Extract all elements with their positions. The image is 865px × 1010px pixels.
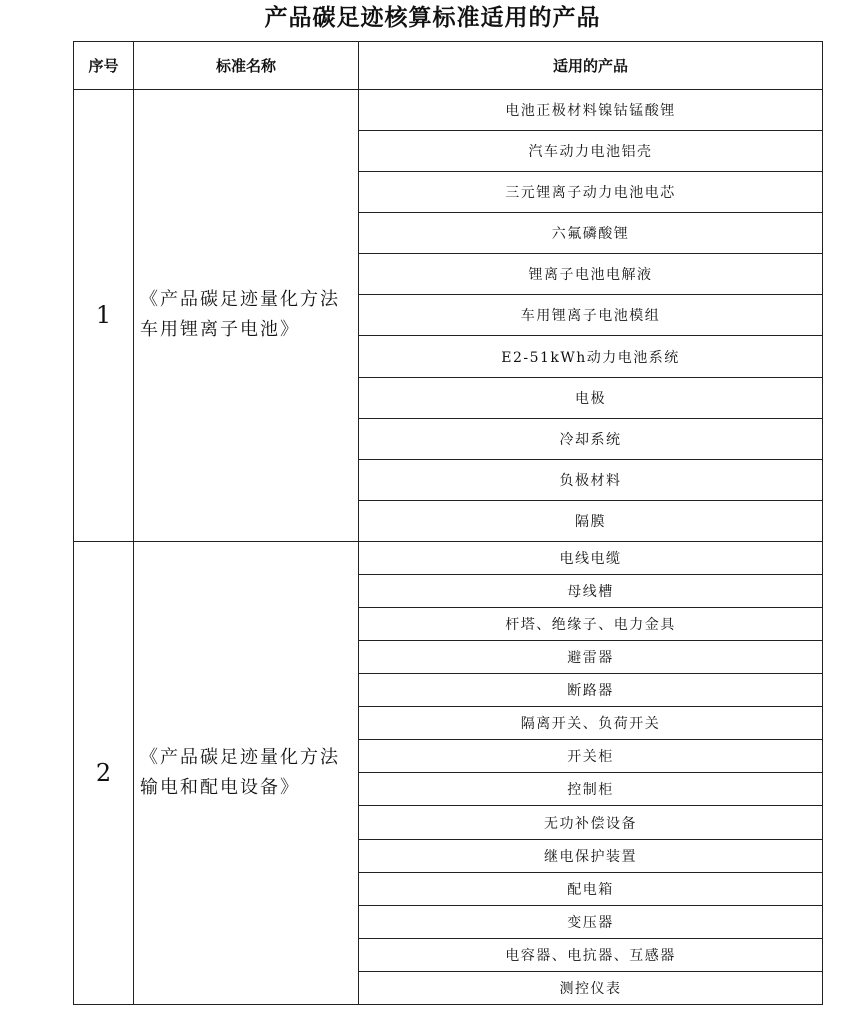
product-cell: 避雷器 xyxy=(359,641,823,674)
row-index: 1 xyxy=(74,90,134,542)
product-cell: 无功补偿设备 xyxy=(359,806,823,839)
product-cell: 开关柜 xyxy=(359,740,823,773)
product-cell: E2-51kWh动力电池系统 xyxy=(359,336,823,377)
product-cell: 继电保护装置 xyxy=(359,839,823,872)
header-standard: 标准名称 xyxy=(134,42,359,90)
standard-name: 《产品碳足迹量化方法 车用锂离子电池》 xyxy=(134,90,359,542)
product-cell: 电线电缆 xyxy=(359,541,823,574)
header-index: 序号 xyxy=(74,42,134,90)
product-cell: 电容器、电抗器、互感器 xyxy=(359,938,823,971)
group-2 xyxy=(74,541,823,1004)
product-cell: 三元锂离子动力电池电芯 xyxy=(359,172,823,213)
product-cell: 测控仪表 xyxy=(359,971,823,1004)
product-cell: 冷却系统 xyxy=(359,418,823,459)
product-cell: 电池正极材料镍钴锰酸锂 xyxy=(359,90,823,131)
product-cell: 变压器 xyxy=(359,905,823,938)
product-cell: 杆塔、绝缘子、电力金具 xyxy=(359,608,823,641)
group-1 xyxy=(74,90,823,542)
header-products: 适用的产品 xyxy=(359,42,823,90)
header-row xyxy=(74,42,823,90)
product-cell: 锂离子电池电解液 xyxy=(359,254,823,295)
product-cell: 六氟磷酸锂 xyxy=(359,213,823,254)
product-cell: 隔离开关、负荷开关 xyxy=(359,707,823,740)
product-cell: 负极材料 xyxy=(359,459,823,500)
product-cell: 母线槽 xyxy=(359,575,823,608)
product-cell: 电极 xyxy=(359,377,823,418)
page-title: 产品碳足迹核算标准适用的产品 xyxy=(264,5,601,31)
product-cell: 控制柜 xyxy=(359,773,823,806)
row-index: 2 xyxy=(74,541,134,1004)
product-cell: 汽车动力电池铝壳 xyxy=(359,131,823,172)
standards-table xyxy=(73,41,823,1005)
product-cell: 断路器 xyxy=(359,674,823,707)
product-cell: 隔膜 xyxy=(359,500,823,541)
table-row xyxy=(74,90,823,131)
product-cell: 配电箱 xyxy=(359,872,823,905)
table-row xyxy=(74,541,823,574)
standard-name: 《产品碳足迹量化方法 输电和配电设备》 xyxy=(134,541,359,1004)
product-cell: 车用锂离子电池模组 xyxy=(359,295,823,336)
